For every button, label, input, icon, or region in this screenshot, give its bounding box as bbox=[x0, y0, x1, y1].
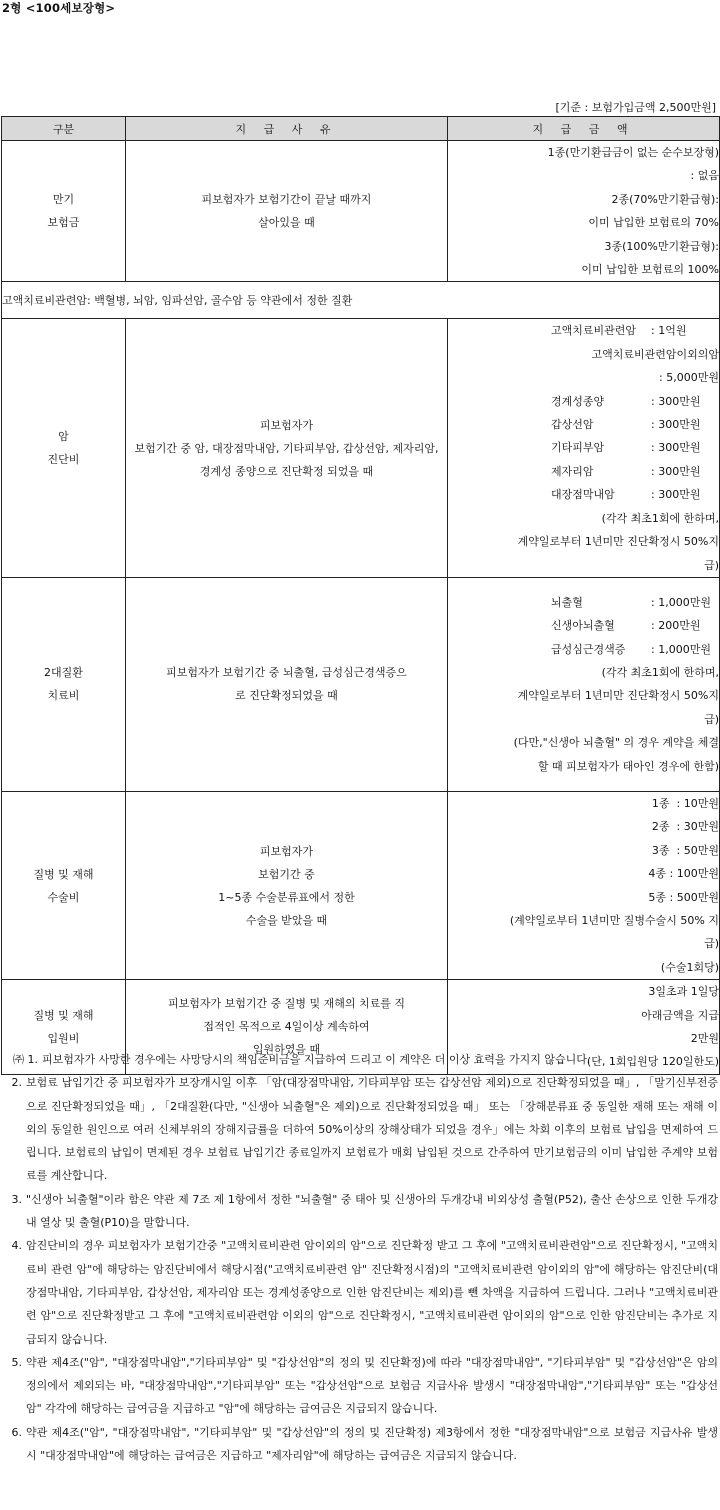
footnote-item bbox=[0, 1188, 718, 1235]
footnote-item bbox=[0, 1071, 718, 1187]
table-header-row bbox=[2, 117, 720, 141]
row-reason: 피보험자가 보험기간 중 암, 대장점막내암, 기타피부암, 갑상선암, 제자리암, 경계성 종양으로 진단확정 되었을 때 bbox=[126, 319, 448, 577]
table-row bbox=[2, 141, 720, 282]
footnote-number: 3. bbox=[11, 1192, 22, 1206]
page-title: 2형 <100세보장형> bbox=[2, 1, 116, 15]
footnote-number: ㈜ 1. bbox=[13, 1053, 38, 1066]
row-amount: 1종(만기환급금이 없는 순수보장형) : 없음 2종(70%만기환급형): 이미 납입한 보험료의 70% 3종(100%만기환급형): 이미 납입한 보험료의 100% bbox=[448, 141, 720, 282]
amount-item-label: 고액치료비관련암 bbox=[551, 324, 637, 338]
header-category: 구분 bbox=[2, 117, 126, 141]
amount-item-label: 경계성종양 bbox=[551, 394, 605, 408]
row-amount: 뇌출혈 : 1,000만원 신생아뇌출혈 : 200만원 급성심근경색증 : 1,000만원 (각각 최초1회에 한하며, 계약일로부터 1년미만 진단확정시 50%지 급) (다만,"신생아 뇌출혈" 의 경우 계약을 체결 할 때 피보험자가 태아인 경우에 한함) bbox=[448, 577, 720, 791]
amount-item bbox=[448, 638, 719, 661]
amount-item bbox=[448, 460, 719, 483]
amount-item bbox=[448, 366, 719, 389]
footnote-text: 보험료 납입기간 중 피보험자가 보장개시일 이후 「암(대장점막내암, 기타피부암 또는 갑상선암 제외)으로 진단확정되었을 때」, 「말기신부전증으로 진단확정되었을 때」, 「2대질환(다만, "신생아 뇌출혈"은 제외)으로 진단확정되었을 때」 또는 「장해분류표 중 동일한 재해 또는 재해 이외의 동일한 원인으로 여러 신체부위의 장해지급률을 더하여 50%이상의 장해상태가 되었을 경우」에는 차회 이후의 보험료 납입을 면제하여 드립니다. 보험료의 납입이 면제된 경우 보험료 납입기간 종료일까지 보험료가 매회 납입된 것으로 간주하여 만기보험금의 이미 납입한 주계약 보험료를 계산합니다. bbox=[26, 1076, 718, 1183]
amount-item bbox=[448, 614, 719, 637]
amount-item bbox=[448, 343, 719, 366]
row-amount: 3일초과 1일당 아래금액을 지급 2만원 (단, 1회입원당 120일한도) bbox=[448, 980, 720, 1075]
footnote-item bbox=[0, 1421, 718, 1468]
row-category: 질병 및 재해 수술비 bbox=[2, 791, 126, 979]
high-cost-cancer-note: 고액치료비관련암: 백혈병, 뇌암, 임파선암, 골수암 등 약관에서 정한 질환 bbox=[2, 282, 720, 319]
amount-item-value: : 5,000만원 bbox=[659, 371, 719, 385]
row-category: 만기 보험금 bbox=[2, 141, 126, 282]
amount-item-value: : 300만원 bbox=[651, 418, 701, 432]
amount-item bbox=[448, 413, 719, 436]
footnote-number: 4. bbox=[11, 1239, 22, 1253]
amount-item-label: 급성심근경색증 bbox=[551, 642, 626, 656]
amount-item-label: 제자리암 bbox=[551, 464, 594, 478]
amount-item-value: : 300만원 bbox=[651, 464, 701, 478]
stroke-amount-list bbox=[448, 591, 719, 661]
cancer-reason-text: 보험기간 중 암, 대장점막내암, 기타피부암, 갑상선암, 제자리암, 경계성 종양으로 진단확정 되었을 때 bbox=[134, 441, 439, 478]
footnote-text: "신생아 뇌출혈"이라 함은 약관 제 7조 제 1항에서 정한 "뇌출혈" 중 태아 및 신생아의 두개강내 비외상성 출혈(P52), 출산 손상으로 인한 두개강내 열상 및 출혈(P10)을 말합니다. bbox=[26, 1192, 718, 1230]
amount-item-value: : 1,000만원 bbox=[651, 595, 711, 609]
footnote-number: 2. bbox=[11, 1076, 22, 1090]
footnote-text: 피보험자가 사망한 경우에는 사망당시의 책임준비금을 지급하여 드리고 이 계약은 더 이상 효력을 가지지 않습니다. bbox=[42, 1053, 591, 1066]
footnote-number: 6. bbox=[11, 1425, 22, 1439]
amount-item-label: 신생아뇌출혈 bbox=[551, 619, 615, 633]
amount-item bbox=[448, 390, 719, 413]
amount-item-label: 뇌출혈 bbox=[551, 595, 583, 609]
benefits-table bbox=[1, 116, 720, 1075]
row-reason: 피보험자가 보험기간 중 1~5종 수술분류표에서 정한 수술을 받았을 때 bbox=[126, 791, 448, 979]
table-note-row bbox=[2, 282, 720, 319]
table-row bbox=[2, 319, 720, 577]
row-amount: 고액치료비관련암 : 1억원 고액치료비관련암이외의암 : 5,000만원 경계성종양 : 300만원 갑상선암 : 300만원 기타피부암 : 300만원 제자리암 : 300만원 대장점막내암 : 300만원 (각각 최초1회에 한하며, 계약일로부터 1년미만 진단확정시 50%지 급) bbox=[448, 319, 720, 577]
amount-item-value: : 200만원 bbox=[651, 619, 701, 633]
footnote-text: 약관 제4조("암", "대장점막내암", "기타피부암" 및 "갑상선암"의 정의 및 진단확정) 제3항에서 정한 "대장점막내암"으로 보험금 지급사유 발생시 "대장점막내암"에 해당하는 급여금은 지급하고 "제자리암"에 해당하는 급여금은 지급되지 않습니다. bbox=[26, 1425, 718, 1463]
amount-item-value: : 300만원 bbox=[651, 441, 701, 455]
header-amount: 지 급 금 액 bbox=[448, 117, 720, 141]
row-category: 암 진단비 bbox=[2, 319, 126, 577]
amount-item-label: 대장점막내암 bbox=[551, 488, 615, 502]
footnote-text: 약관 제4조("암", "대장점막내암","기타피부암" 및 "갑상선암"의 정의 및 진단확정)에 따라 "대장점막내암", "기타피부암" 및 "갑상선암"은 암의 정의에서 제외되는 바, "대장점막내암","기타피부암" 또는 "갑상선암"으로 보험금 지급사유 발생시 "대장점막내암","기타피부암" 또는 "갑상선암" 각각에 해당하는 급여금을 지급하고 "암"에 해당하는 급여금은 지급되지 않습니다. bbox=[26, 1355, 718, 1416]
footnotes bbox=[0, 1048, 718, 1467]
row-reason: 피보험자가 보험기간 중 뇌출혈, 급성심근경색증으 로 진단확정되었을 때 bbox=[126, 577, 448, 791]
criterion-note: [기준 : 보험가입금액 2,500만원] bbox=[555, 101, 716, 114]
amount-item-value: : 300만원 bbox=[651, 488, 701, 502]
row-reason: 피보험자가 보험기간 중 질병 및 재해의 치료를 직 접적인 목적으로 4일이상 계속하여 입원하였을 때 bbox=[126, 980, 448, 1075]
row-category: 질병 및 재해 입원비 bbox=[2, 980, 126, 1075]
amount-item-label: 기타피부암 bbox=[551, 441, 605, 455]
amount-item-value: : 1,000만원 bbox=[651, 642, 711, 656]
table-row bbox=[2, 791, 720, 979]
amount-item-value: : 300만원 bbox=[651, 394, 701, 408]
footnote-item bbox=[0, 1234, 718, 1350]
row-category: 2대질환 치료비 bbox=[2, 577, 126, 791]
amount-item bbox=[448, 319, 719, 342]
amount-item-label: 갑상선암 bbox=[551, 418, 594, 432]
amount-item-value: : 1억원 bbox=[651, 324, 687, 338]
footnote-number: 5. bbox=[11, 1355, 22, 1369]
row-reason: 피보험자가 보험기간이 끝날 때까지 살아있을 때 bbox=[126, 141, 448, 282]
row-amount: 1종 : 10만원 2종 : 30만원 3종 : 50만원 4종 : 100만원 5종 : 500만원 (계약일로부터 1년미만 질병수술시 50% 지 급) (수술1회당) bbox=[448, 791, 720, 979]
table-row bbox=[2, 577, 720, 791]
amount-item bbox=[448, 483, 719, 506]
footnote-text: 암진단비의 경우 피보험자가 보험기간중 "고액치료비관련 암이외의 암"으로 진단확정 받고 그 후에 "고액치료비관련암"으로 진단확정시, "고액치료비 관련 암"에 해당하는 암진단비에서 해당시점("고액치료비관련 암" 진단확정시점)의 "고액치료비관련 암이외의 암"에 해당하는 암진단비(대장점막내암, 기타피부암, 갑상선암, 제자리암 또는 경계성종양으로 인한 암진단비는 제외)를 뺀 차액을 지급하여 드립니다. 그러나 "고액치료비관련 암"으로 진단확정받고 그 후에 "고액치료비관련암 이외의 암"으로 진단확정시, "고액치료비관련 암이외의 암"으로 인한 암진단비는 추가로 지급되지 않습니다. bbox=[26, 1239, 718, 1346]
cancer-amount-list bbox=[448, 319, 719, 506]
footnote-item bbox=[0, 1048, 718, 1071]
header-reason: 지 급 사 유 bbox=[126, 117, 448, 141]
amount-item-label: 고액치료비관련암이외의암 bbox=[591, 347, 719, 361]
footnote-item bbox=[0, 1351, 718, 1421]
amount-item bbox=[448, 436, 719, 459]
amount-item bbox=[448, 591, 719, 614]
